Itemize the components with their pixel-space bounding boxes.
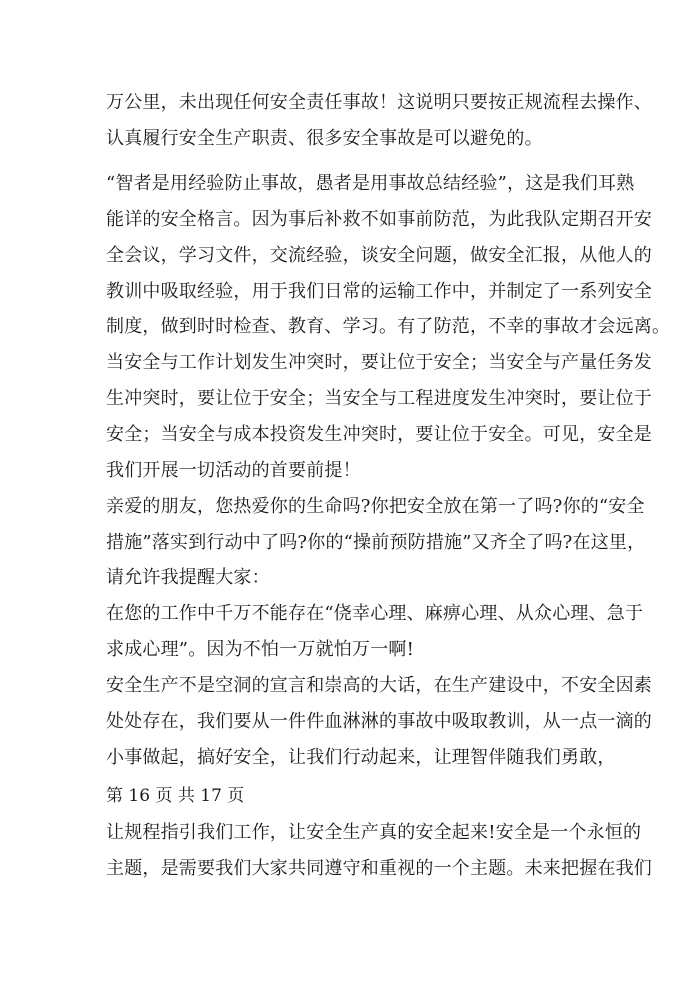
text-line: 教训中吸取经验，用于我们日常的运输工作中，并制定了一系列安全 [106,281,652,302]
text-line: 万公里，未出现任何安全责任事故！这说明只要按正规流程去操作、 [106,92,652,113]
text-line: 认真履行安全生产职责、很多安全事故是可以避免的。 [106,128,543,149]
text-line: 措施”落实到行动中了吗?你的“操前预防措施”又齐全了吗?在这里， [106,532,646,553]
text-line: 让规程指引我们工作，让安全生产真的安全起来!安全是一个永恒的 [106,822,642,843]
text-line: 当安全与工作计划发生冲突时，要让位于安全；当安全与产量任务发 [106,352,652,373]
text-line: 我们开展一切活动的首要前提！ [106,460,361,481]
text-line: 处处存在，我们要从一件件血淋淋的事故中吸取教训，从一点一滴的 [106,711,652,732]
text-line: 能详的安全格言。因为事后补救不如事前防范，为此我队定期召开安 [106,209,652,230]
text-line: 安全；当安全与成本投资发生冲突时，要让位于安全。可见，安全是 [106,424,652,445]
text-line: 小事做起，搞好安全，让我们行动起来，让理智伴随我们勇敢， [106,747,616,768]
text-line: 在您的工作中千万不能存在“侥幸心理、麻痹心理、从众心理、急于 [106,603,644,624]
text-line: 亲爱的朋友，您热爱你的生命吗?你把安全放在第一了吗?你的“安全 [106,496,645,517]
text-line: 请允许我提醒大家： [106,567,270,588]
text-line: 全会议，学习文件，交流经验，谈安全问题，做安全汇报，从他人的 [106,245,652,266]
text-line: 安全生产不是空洞的宣言和崇高的大话，在生产建设中，不安全因素 [106,675,652,696]
text-line: 主题，是需要我们大家共同遵守和重视的一个主题。未来把握在我们 [106,858,652,879]
text-line: 生冲突时，要让位于安全；当安全与工程进度发生冲突时，要让位于 [106,388,652,409]
page-number-footer: 第 16 页 共 17 页 [106,786,245,806]
text-line: 求成心理”。因为不怕一万就怕万一啊! [106,639,415,660]
text-line: 制度，做到时时检查、教育、学习。有了防范，不幸的事故才会远离。 [106,316,671,337]
text-line: “智者是用经验防止事故，愚者是用事故总结经验”，这是我们耳熟 [106,173,635,194]
